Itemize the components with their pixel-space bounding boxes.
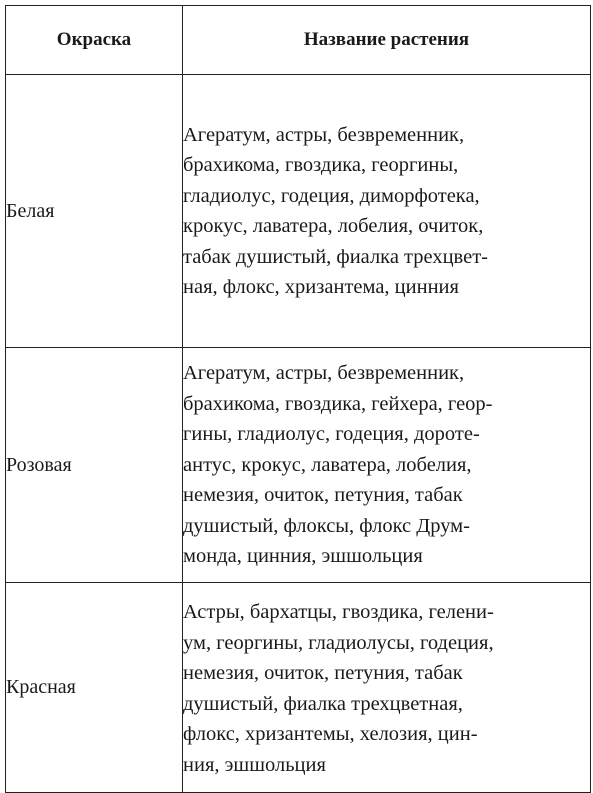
text-line: ния, эшшольция xyxy=(183,753,326,776)
text-line: немезия, очиток, петуния, табак xyxy=(183,484,463,507)
text-line: крокус, лаватера, лобелия, очиток, xyxy=(183,215,484,237)
text-line: брахикома, гвоздика, гейхера, геор- xyxy=(183,392,493,415)
text-line: брахикома, гвоздика, георгины, xyxy=(183,154,459,176)
text-line: монда, цинния, эшшольция xyxy=(183,545,423,568)
plants-color-table xyxy=(5,5,591,793)
text-line: ум, георгины, гладиолусы, годеция, xyxy=(183,631,494,654)
text-line: ная, флокс, хризантема, цинния xyxy=(183,276,459,298)
text-line: душистый, флоксы, флокс Друм- xyxy=(183,514,470,537)
text-line: немезия, очиток, петуния, табак xyxy=(183,662,463,684)
table-row xyxy=(6,348,591,583)
plant-names-cell xyxy=(183,348,591,583)
header-plant-name: Название растения xyxy=(183,6,591,75)
text-line: гладиолус, годеция, диморфотека, xyxy=(183,184,480,207)
text-line: гины, гладиолус, годеция, дороте- xyxy=(183,423,480,446)
text-line: Астры, бархатцы, гвоздика, гелени- xyxy=(183,601,494,623)
text-line: антус, крокус, лаватера, лобелия, xyxy=(183,453,472,476)
text-line: Агератум, астры, безвременник, xyxy=(183,362,465,385)
plant-names-cell xyxy=(183,75,591,348)
text-line: табак душистый, фиалка трехцвет- xyxy=(183,245,488,268)
text-line: душистый, фиалка трехцветная, xyxy=(183,692,463,715)
color-cell: Красная xyxy=(6,583,183,793)
header-color: Окраска xyxy=(6,6,183,75)
table-header-row xyxy=(6,6,591,75)
table-row xyxy=(6,583,591,793)
text-line: Агератум, астры, безвременник, xyxy=(183,123,465,146)
color-cell: Розовая xyxy=(6,348,183,583)
text-line: флокс, хризантемы, хелозия, цин- xyxy=(183,723,478,745)
table-row xyxy=(6,75,591,348)
plant-names-cell xyxy=(183,583,591,793)
color-cell: Белая xyxy=(6,75,183,348)
